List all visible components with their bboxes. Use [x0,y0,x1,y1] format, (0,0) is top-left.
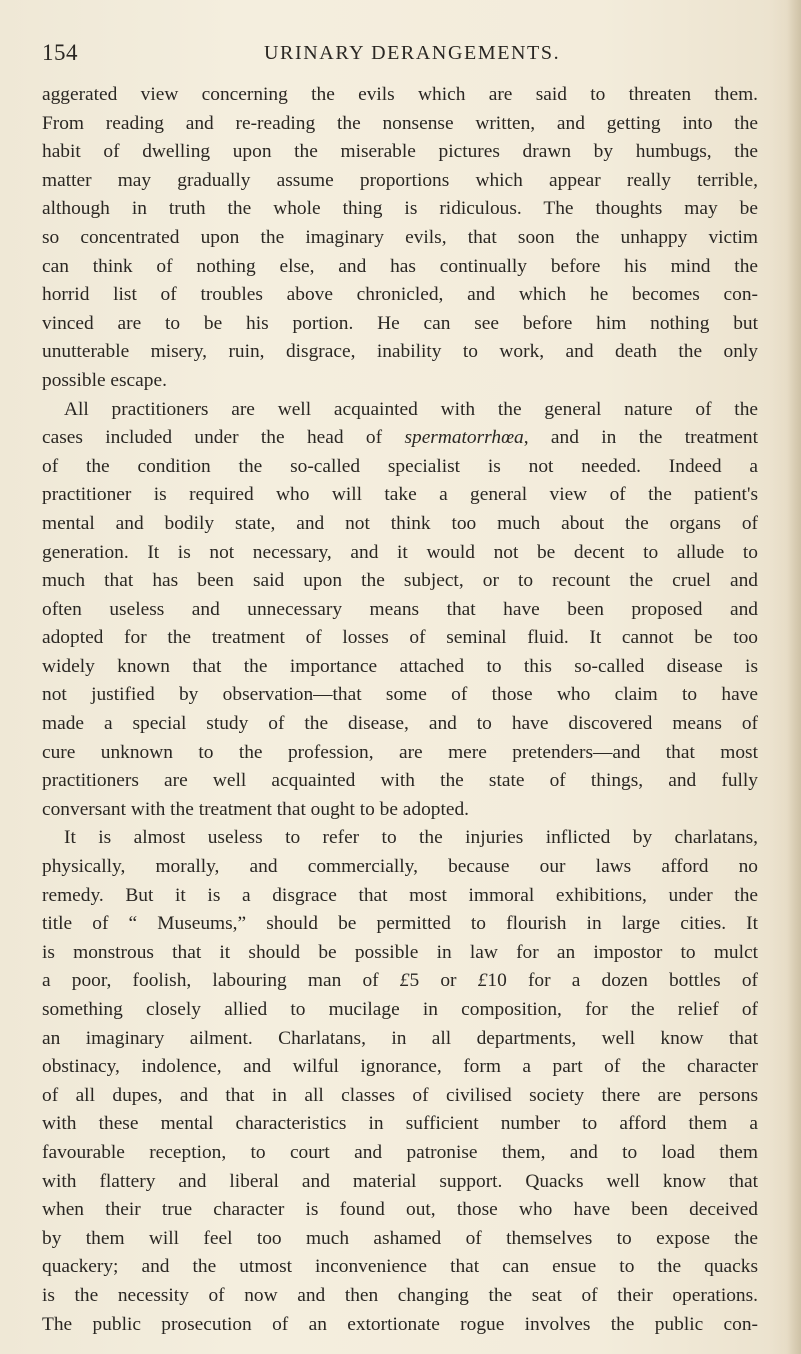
text-line: is the necessity of now and then changing the seat of their operations. [42,1284,758,1306]
text-line-with-italic [42,424,758,453]
text-line: adopted for the treatment of losses of seminal fluid. It cannot be too [42,627,758,649]
text-line: practitioner is required who will take a general view of the patient's [42,484,758,506]
text-segment: cases included under the head of [42,427,405,449]
text-line: obstinacy, indolence, and wilful ignorance, form a part of the character [42,1056,758,1078]
text-segment: 5 or [409,970,478,992]
text-line: favourable reception, to court and patronise them, and to load them [42,1141,758,1163]
text-line: habit of dwelling upon the miserable pictures drawn by humbugs, the [42,141,758,163]
text-line: matter may gradually assume proportions which appear really terrible, [42,169,758,191]
page-header [42,40,742,74]
text-segment: , and in the treatment [523,427,758,449]
text-line: possible escape. [42,369,167,391]
text-line: much that has been said upon the subject, or to recount the cruel and [42,570,758,592]
text-line: It is almost useless to refer to the injuries inflicted by charlatans, [64,827,758,849]
page-number: 154 [42,40,78,65]
italic-term: spermatorrhœa [404,427,524,449]
text-line: All practitioners are well acquainted with the general nature of the [64,398,758,420]
text-line: physically, morally, and commercially, because our laws afford no [42,856,758,878]
text-line: so concentrated upon the imaginary evils, that soon the unhappy victim [42,226,758,248]
text-line: something closely allied to mucilage in composition, for the relief of [42,999,758,1020]
text-line: although in truth the whole thing is ridiculous. The thoughts may be [42,198,758,220]
text-line: practitioners are well acquainted with the state of things, and fully [42,770,758,792]
page-edge-shadow [787,0,801,1354]
text-line: conversant with the treatment that ought to be adopted. [42,798,470,820]
text-line: aggerated view concerning the evils which are said to threaten them. [42,84,758,105]
text-line: can think of nothing else, and has continually before his mind the [42,255,758,277]
pound-sign: £ [399,970,410,992]
text-line: mental and bodily state, and not think too much about the organs of [42,512,758,534]
pound-sign: £ [477,970,488,992]
text-line: title of “ Museums,” should be permitted to flourish in large cities. It [42,913,758,935]
text-line: is monstrous that it should be possible in law for an impostor to mulct [42,941,758,963]
text-segment: 10 for a dozen bottles of [487,970,758,992]
text-line: vinced are to be his portion. He can see before him nothing but [42,312,758,334]
text-line: generation. It is not necessary, and it would not be decent to allude to [42,541,758,563]
text-line: of all dupes, and that in all classes of civilised society there are persons [42,1084,758,1106]
text-line: made a special study of the disease, and to have discovered means of [42,713,758,735]
text-line: quackery; and the utmost inconvenience that can ensue to the quacks [42,1256,758,1278]
text-line: not justified by observation—that some of those who claim to have [42,684,758,706]
text-line: remedy. But it is a disgrace that most immoral exhibitions, under the [42,884,758,906]
text-line: of the condition the so-called specialist is not needed. Indeed a [42,455,758,477]
text-segment: a poor, foolish, labouring man of [42,970,400,992]
body-text [42,81,758,1339]
text-line: with these mental characteristics in sufficient number to afford them a [42,1113,758,1135]
running-head: URINARY DERANGEMENTS. [264,42,561,64]
text-line: The public prosecution of an extortionate rogue involves the public con- [42,1313,758,1335]
text-line: widely known that the importance attached to this so-called disease is [42,655,758,677]
text-line: by them will feel too much ashamed of themselves to expose the [42,1227,758,1249]
text-line: with flattery and liberal and material support. Quacks well know that [42,1170,758,1192]
text-line: cure unknown to the profession, are mere pretenders—and that most [42,741,758,763]
text-line: when their true character is found out, those who have been deceived [42,1199,758,1221]
text-line: From reading and re-reading the nonsense written, and getting into the [42,112,758,134]
text-line: often useless and unnecessary means that have been proposed and [42,598,758,620]
text-line: horrid list of troubles above chronicled, and which he becomes con- [42,284,758,306]
text-line: an imaginary ailment. Charlatans, in all departments, well know that [42,1027,758,1049]
text-line: unutterable misery, ruin, disgrace, inability to work, and death the only [42,341,758,363]
text-line-with-currency [42,967,758,996]
